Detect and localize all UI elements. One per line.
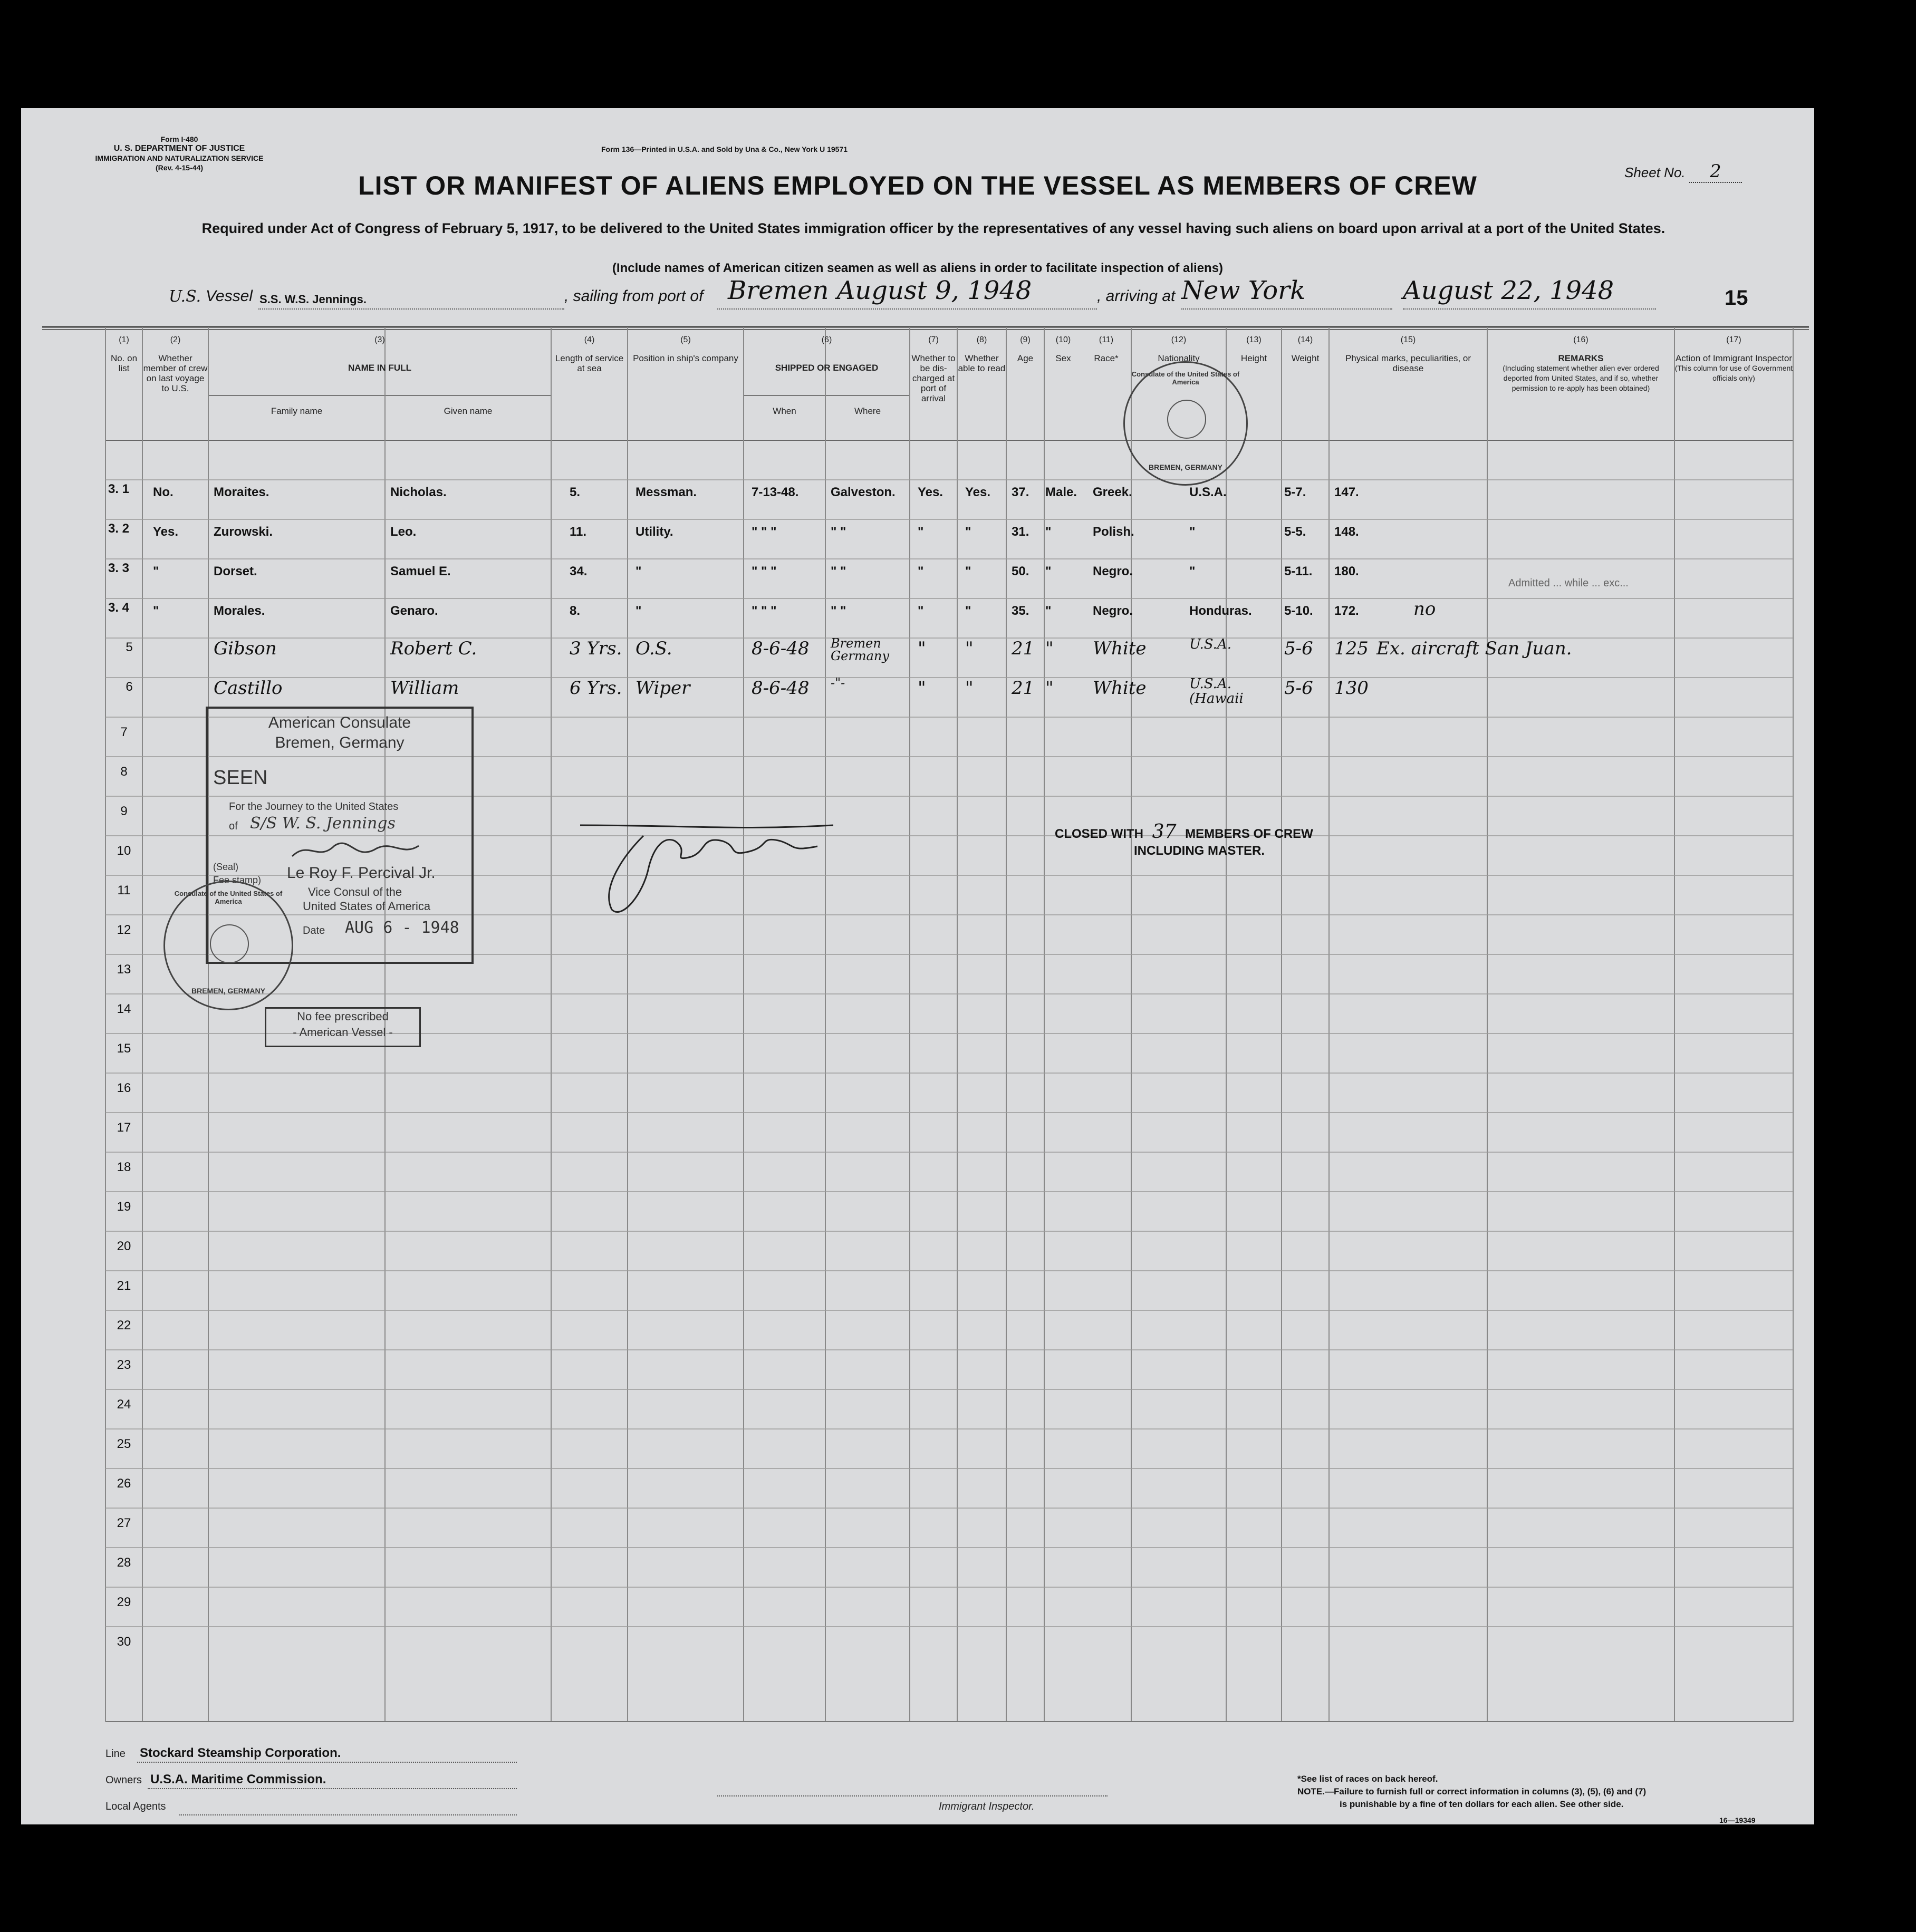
crew-read: " [965, 564, 971, 578]
crew-marks: no [1413, 598, 1436, 620]
row-number: 28 [117, 1556, 131, 1570]
row-number: 3. 3 [108, 561, 130, 575]
consulate-seal-bottom: Consulate of the United States of America BREMEN, GERMANY [163, 881, 293, 1010]
printer-line: Form 136—Printed in U.S.A. and Sold by Una & Co., New York U 19571 [601, 145, 848, 153]
stamp-journey: For the Journey to the United States [229, 801, 399, 813]
column-subheader: When [773, 406, 796, 416]
form-code: 16—19349 [1719, 1816, 1756, 1824]
service: IMMIGRATION AND NATURALIZATION SERVICE [95, 154, 264, 162]
column-subheader: Family name [271, 406, 323, 416]
crew-last-voyage: Yes. [153, 525, 179, 539]
crew-height: 5-6 [1284, 678, 1313, 699]
include-note: (Include names of American citizen seamen as well as aliens in order to facilitate inspection of aliens) [612, 261, 1224, 275]
column-header: (5) Position in ship's company [633, 335, 738, 363]
crew-when: 7-13-48. [752, 485, 799, 499]
crew-when: " " " [752, 604, 777, 618]
crew-age: 50. [1012, 564, 1029, 578]
row-number: 19 [117, 1200, 131, 1214]
crew-given: Leo. [390, 525, 417, 539]
crew-nationality: U.S.A. (Hawaii [1189, 676, 1244, 707]
eagle-emblem-icon [210, 924, 249, 963]
no-fee-stamp: No fee prescribed - American Vessel - [265, 1007, 421, 1047]
crew-last-voyage: No. [153, 485, 174, 499]
row-number: 12 [117, 923, 131, 937]
crew-last-voyage: " [153, 564, 159, 578]
column-subheader: Where [854, 406, 881, 416]
row-number: 5 [126, 640, 133, 654]
department: U. S. DEPARTMENT OF JUSTICE [113, 144, 245, 153]
crew-service: 5. [570, 485, 581, 499]
crew-age: 35. [1012, 604, 1029, 618]
stamp-role2: United States of America [303, 900, 431, 913]
crew-race: White [1093, 638, 1147, 659]
crew-given: Nicholas. [390, 485, 447, 499]
row-number: 27 [117, 1516, 131, 1530]
crew-where: Bremen Germany [831, 636, 889, 663]
column-header: (8) Whether able to read [958, 335, 1006, 373]
crew-age: 37. [1012, 485, 1029, 499]
arrival-date: August 22, 1948 [1403, 276, 1614, 305]
inspector-label: Immigrant Inspector. [939, 1801, 1035, 1812]
crew-read: " [965, 525, 971, 539]
stamp-consul-name: Le Roy F. Percival Jr. [287, 864, 436, 882]
crew-weight: 125 [1334, 638, 1369, 659]
crew-family: Gibson [214, 638, 277, 659]
crew-given: Robert C. [390, 638, 477, 659]
column-header: (2) Whether member of crew on last voyage to U.S. [143, 335, 208, 393]
crew-weight: 180. [1334, 564, 1359, 578]
master-signature [570, 815, 865, 920]
crew-nationality: " [1189, 564, 1196, 578]
row-number: 7 [120, 725, 128, 739]
footer-owners-value: U.S.A. Maritime Commission. [150, 1772, 326, 1786]
crew-age: 21 [1012, 678, 1035, 699]
crew-height: 5-10. [1284, 604, 1313, 618]
crew-discharged: " [918, 678, 926, 699]
crew-sex: " [1045, 604, 1052, 618]
row-number: 9 [120, 804, 128, 818]
crew-position: Messman. [636, 485, 697, 499]
column-header: (16) REMARKS (Including statement whether alien ever ordered deported from United States, and if so, whether permission to re-apply has been obtained) [1503, 335, 1659, 392]
crew-position: Utility. [636, 525, 673, 539]
stamp-date: AUG 6 - 1948 [345, 919, 459, 937]
arriving-value: New York [1181, 276, 1306, 305]
crew-age: 31. [1012, 525, 1029, 539]
crew-discharged: " [918, 525, 924, 539]
crew-weight: 130 [1334, 678, 1369, 699]
crew-marks: Ex. aircraft San Juan. [1376, 638, 1572, 659]
crew-sex: " [1045, 525, 1052, 539]
crew-discharged: " [918, 604, 924, 618]
sailing-label: , sailing from port of [564, 287, 704, 305]
crew-when: " " " [752, 525, 777, 539]
column-header: (11) Race* [1094, 335, 1119, 363]
row-number: 23 [117, 1358, 131, 1372]
column-header: (14) Weight [1291, 335, 1320, 363]
crew-weight: 172. [1334, 604, 1359, 618]
crew-where: Galveston. [831, 485, 896, 499]
footer-line-value: Stockard Steamship Corporation. [140, 1746, 341, 1760]
crew-sex: " [1045, 564, 1052, 578]
crew-weight: 148. [1334, 525, 1359, 539]
revision: (Rev. 4-15-44) [155, 163, 203, 172]
crew-nationality: Honduras. [1189, 604, 1252, 618]
crew-family: Castillo [214, 678, 283, 699]
crew-service: 6 Yrs. [570, 678, 622, 699]
stamp-date-label: Date [303, 925, 325, 936]
crew-race: Negro. [1093, 564, 1133, 578]
row-number: 26 [117, 1476, 131, 1491]
column-header: (6) SHIPPED OR ENGAGED [775, 335, 879, 373]
note-penalty-2: is punishable by a fine of ten dollars for each alien. See other side. [1340, 1799, 1624, 1809]
row-number: 17 [117, 1120, 131, 1135]
crew-where: " " [831, 564, 846, 578]
footer-owners-label: Owners [105, 1774, 142, 1786]
crew-age: 21 [1012, 638, 1035, 659]
eagle-emblem-icon [1167, 400, 1206, 439]
manifest-sheet [21, 108, 1814, 1824]
column-header: (10) Sex [1055, 335, 1071, 363]
row-number: 3. 4 [108, 601, 130, 615]
crew-height: 5-5. [1284, 525, 1306, 539]
crew-where: " " [831, 525, 846, 539]
crew-race: Polish. [1093, 525, 1134, 539]
column-header: (15) Physical marks, peculiarities, or disease [1345, 335, 1471, 373]
crew-service: 34. [570, 564, 588, 578]
crew-service: 11. [570, 525, 587, 539]
crew-where: " " [831, 604, 846, 618]
consul-signature [287, 835, 424, 867]
stamp-of-label: of [229, 820, 238, 832]
crew-height: 5-7. [1284, 485, 1306, 499]
note-penalty: NOTE.—Failure to furnish full or correct information in columns (3), (5), (6) and (7) [1297, 1786, 1647, 1796]
column-header: (7) Whether to be dis-charged at port of arrival [911, 335, 956, 403]
stamp-fee-label: Fee stamp) [213, 875, 262, 885]
row-number: 20 [117, 1239, 131, 1253]
row-number: 3. 2 [108, 521, 130, 536]
row-number: 10 [117, 844, 131, 858]
crew-nationality: U.S.A. [1189, 485, 1227, 499]
crew-read: Yes. [965, 485, 991, 499]
row-number: 25 [117, 1437, 131, 1451]
page-marker: 15 [1725, 286, 1748, 310]
crew-family: Moraites. [214, 485, 269, 499]
crew-position: " [636, 564, 642, 578]
footer-agents-label: Local Agents [105, 1801, 166, 1812]
footer-line-label: Line [105, 1748, 126, 1760]
crew-when: 8-6-48 [752, 678, 810, 699]
crew-family: Morales. [214, 604, 265, 618]
crew-last-voyage: " [153, 604, 159, 618]
stamp-seen: SEEN [213, 767, 268, 789]
row-number: 14 [117, 1002, 131, 1016]
stamp-role1: Vice Consul of the [308, 885, 402, 899]
crew-height: 5-6 [1284, 638, 1313, 659]
sailing-value: Bremen August 9, 1948 [728, 276, 1032, 305]
page-subtitle: Required under Act of Congress of February 5, 1917, to be delivered to the United States immigration officer by the representatives of any vessel having such aliens on board upon arrival at a port of the United States. [201, 220, 1665, 236]
column-header: (4) Length of service at sea [555, 335, 624, 373]
crew-given: Samuel E. [390, 564, 451, 578]
stamp-of-value: S/S W. S. Jennings [250, 814, 396, 833]
crew-read: " [965, 604, 971, 618]
note-races: *See list of races on back hereof. [1297, 1774, 1438, 1784]
row-number: 3. 1 [108, 482, 130, 496]
arriving-label: , arriving at [1097, 287, 1176, 305]
stamp-seal-label: (Seal) [213, 862, 239, 872]
crew-weight: 147. [1334, 485, 1359, 499]
stamp-line2: Bremen, Germany [275, 734, 405, 751]
crew-discharged: " [918, 638, 926, 659]
crew-discharged: " [918, 564, 924, 578]
vessel-name: S.S. W.S. Jennings. [259, 293, 367, 306]
crew-given: William [390, 678, 459, 699]
crew-nationality: U.S.A. [1189, 636, 1231, 652]
stamp-line1: American Consulate [268, 714, 411, 731]
closure-line2: INCLUDING MASTER. [1134, 844, 1265, 858]
crew-nationality: " [1189, 525, 1196, 539]
page-title: LIST OR MANIFEST OF ALIENS EMPLOYED ON THE VESSEL AS MEMBERS OF CREW [358, 171, 1477, 200]
row-number: 11 [117, 883, 131, 897]
row-number: 29 [117, 1595, 131, 1609]
row-number: 24 [117, 1397, 131, 1412]
crew-position: " [636, 604, 642, 618]
form-number: Form I-480 [160, 135, 198, 143]
crew-family: Zurowski. [214, 525, 273, 539]
crew-race: White [1093, 678, 1147, 699]
column-header: (1) No. on list [110, 335, 138, 373]
column-header: (17) Action of Immigrant Inspector (This column for use of Government officials only) [1674, 335, 1793, 382]
vessel-label: Vessel [206, 287, 253, 305]
column-header: (13) Height [1240, 335, 1267, 363]
crew-position: O.S. [636, 638, 672, 659]
vessel-prefix: U.S. [169, 287, 201, 306]
column-subheader: Given name [444, 406, 493, 416]
row-number: 15 [117, 1041, 131, 1056]
crew-where: -"- [831, 675, 845, 690]
row-number: 18 [117, 1160, 131, 1174]
crew-sex: " [1045, 678, 1054, 699]
crew-race: Negro. [1093, 604, 1133, 618]
crew-read: " [965, 638, 974, 659]
crew-sex: " [1045, 638, 1054, 659]
crew-when: 8-6-48 [752, 638, 810, 659]
column-header: (9) Age [1017, 335, 1034, 363]
row-number: 22 [117, 1318, 131, 1332]
crew-service: 3 Yrs. [570, 638, 622, 659]
row-number: 13 [117, 962, 131, 977]
row-number: 30 [117, 1635, 131, 1649]
crew-discharged: Yes. [918, 485, 943, 499]
crew-when: " " " [752, 564, 777, 578]
crew-service: 8. [570, 604, 581, 618]
consulate-seal-top: Consulate of the United States of America BREMEN, GERMANY [1123, 361, 1248, 486]
crew-remarks: Admitted ... while ... exc... [1508, 577, 1629, 589]
row-number: 8 [120, 765, 128, 779]
crew-family: Dorset. [214, 564, 257, 578]
crew-given: Genaro. [390, 604, 438, 618]
crew-position: Wiper [636, 678, 690, 699]
column-header: (12) Nationality [1158, 335, 1200, 363]
row-number: 6 [126, 680, 133, 694]
crew-height: 5-11. [1284, 564, 1313, 578]
closure-line: CLOSED WITH 37 MEMBERS OF CREW [1055, 821, 1313, 843]
crew-race: Greek. [1093, 485, 1132, 499]
sheet-number-label: Sheet No. [1624, 165, 1686, 180]
crew-sex: Male. [1045, 485, 1077, 499]
column-header: (3) NAME IN FULL [348, 335, 411, 373]
sheet-number-value: 2 [1689, 161, 1742, 183]
row-number: 16 [117, 1081, 131, 1095]
row-number: 21 [117, 1279, 131, 1293]
crew-read: " [965, 678, 974, 699]
